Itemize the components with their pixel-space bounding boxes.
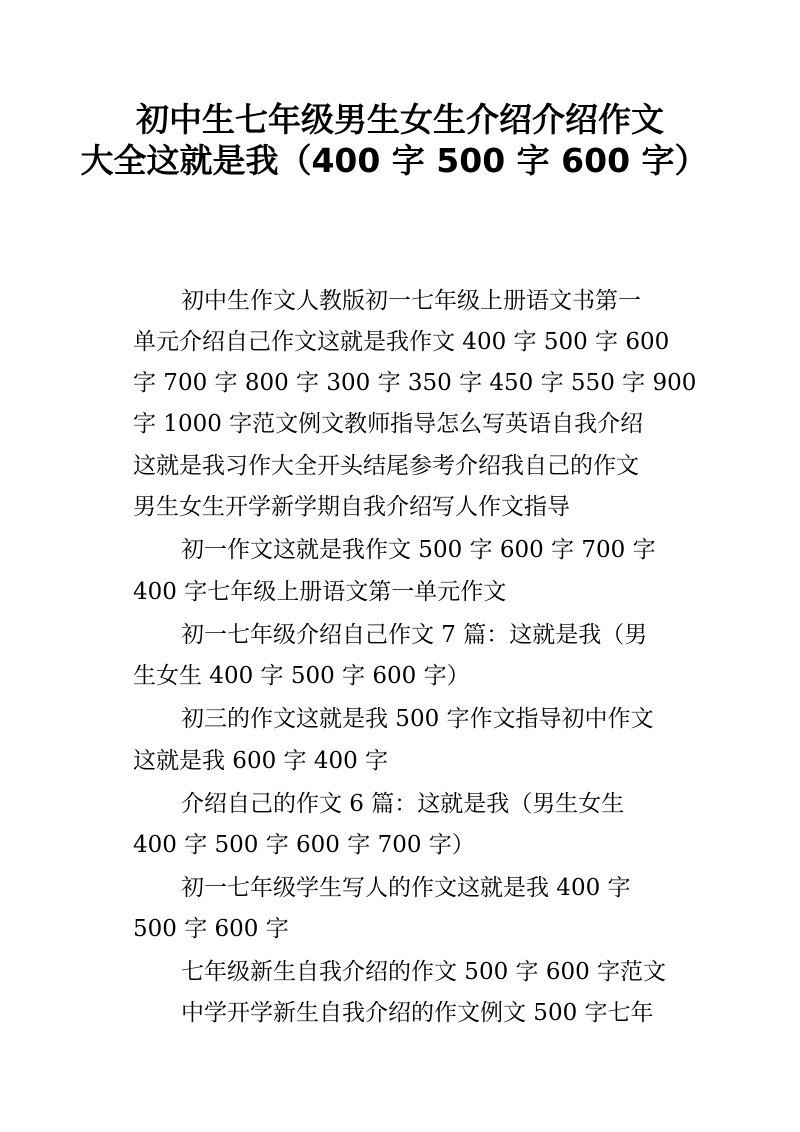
body-line: 七年级新生自我介绍的作文 500 字 600 字范文 <box>181 959 667 985</box>
body-line: 初一七年级学生写人的作文这就是我 400 字 <box>181 875 631 901</box>
body-line: 单元介绍自己作文这就是我作文 400 字 500 字 600 <box>133 329 670 355</box>
body-line: 中学开学新生自我介绍的作文例文 500 字七年 <box>181 1000 654 1026</box>
document-title-line-1: 初中生七年级男生女生介绍介绍作文 <box>136 100 664 139</box>
body-line: 字 1000 字范文例文教师指导怎么写英语自我介绍 <box>133 411 644 437</box>
body-line: 介绍自己的作文 6 篇：这就是我（男生女生 <box>181 791 625 817</box>
body-line: 男生女生开学新学期自我介绍写人作文指导 <box>133 494 570 520</box>
body-line: 400 字 500 字 600 字 700 字） <box>133 832 475 858</box>
body-line: 字 700 字 800 字 300 字 350 字 450 字 550 字 900 <box>133 370 697 396</box>
body-line: 这就是我 600 字 400 字 <box>133 748 389 774</box>
body-line: 初中生作文人教版初一七年级上册语文书第一 <box>181 288 641 314</box>
body-line: 初三的作文这就是我 500 字作文指导初中作文 <box>181 706 654 732</box>
body-line: 生女生 400 字 500 字 600 字） <box>133 663 470 689</box>
body-line: 这就是我习作大全开头结尾参考介绍我自己的作文 <box>133 453 639 479</box>
document-title-line-2: 大全这就是我（400 字 500 字 600 字） <box>80 141 708 180</box>
body-line: 初一作文这就是我作文 500 字 600 字 700 字 <box>181 537 656 563</box>
body-line: 400 字七年级上册语文第一单元作文 <box>133 579 507 605</box>
body-line: 初一七年级介绍自己作文 7 篇：这就是我（男 <box>181 622 648 648</box>
body-line: 500 字 600 字 <box>133 916 289 942</box>
